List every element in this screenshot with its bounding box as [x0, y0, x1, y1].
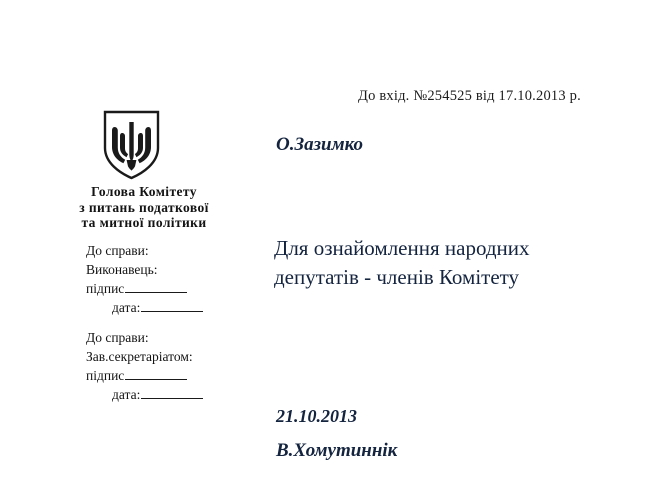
stamp-field-group-secretariat — [86, 328, 203, 404]
ukraine-trident-emblem-icon — [99, 108, 164, 180]
signature-label: підпис — [86, 368, 125, 383]
incoming-registration-stamp: До вхід. №254525 від 17.10.2013 р. — [358, 88, 581, 104]
addressee-name: О.Зазимко — [276, 134, 364, 155]
executor-label: Виконавець: — [86, 262, 158, 277]
secretariat-label: Зав.секретаріатом: — [86, 349, 193, 364]
stamp-heading-line-2: з питань податкової — [79, 199, 209, 215]
field-row-case — [86, 328, 203, 347]
date-label: дата: — [112, 387, 141, 402]
stamp-field-group-executor — [86, 241, 203, 317]
stamp-heading — [54, 184, 234, 231]
field-row-executor — [86, 260, 203, 279]
date-rule — [141, 386, 203, 399]
field-row-date — [86, 298, 203, 317]
stamp-heading-line-1: Голова Комітету — [91, 184, 197, 199]
case-label: До справи: — [86, 243, 149, 258]
date-rule — [141, 299, 203, 312]
stamp-heading-line-3: та митної політики — [81, 215, 207, 230]
case-label: До справи: — [86, 330, 149, 345]
field-row-case — [86, 241, 203, 260]
signature-rule — [125, 367, 187, 380]
signature-label: підпис — [86, 281, 125, 296]
resolution-text — [274, 234, 604, 292]
field-row-signature — [86, 279, 203, 298]
date-label: дата: — [112, 300, 141, 315]
field-row-signature — [86, 366, 203, 385]
resolution-line-1: Для ознайомлення народних — [274, 236, 530, 260]
signature-rule — [125, 280, 187, 293]
signature-name: В.Хомутиннік — [276, 440, 398, 461]
resolution-line-2: депутатів - членів Комітету — [274, 265, 520, 289]
field-row-date — [86, 385, 203, 404]
signature-date: 21.10.2013 — [276, 406, 357, 426]
field-row-secretariat — [86, 347, 203, 366]
